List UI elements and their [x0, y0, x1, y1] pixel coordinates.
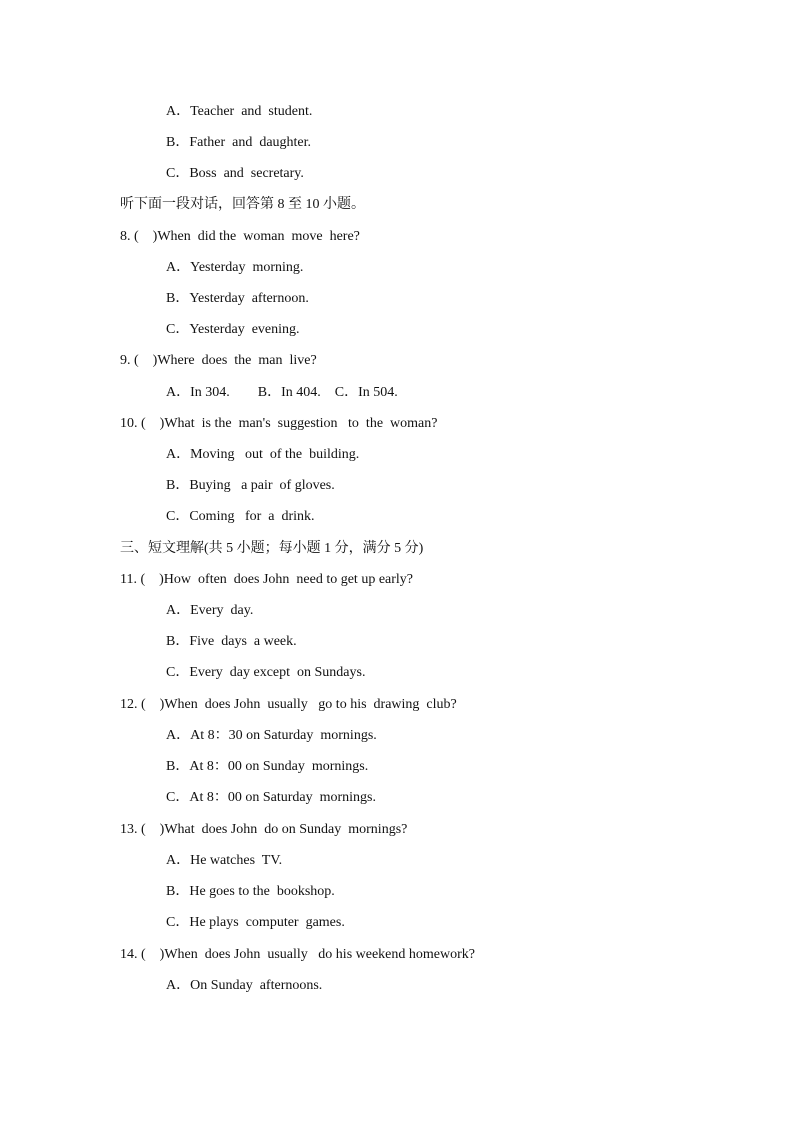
- question-10-option-a: A．Moving out of the building.: [166, 447, 360, 462]
- question-8-option-b: B．Yesterday afternoon.: [166, 291, 309, 306]
- question-12: 12. ( )When does John usually go to his drawing club?: [120, 697, 457, 712]
- question-8-option-a: A．Yesterday morning.: [166, 260, 304, 275]
- question-11: 11. ( )How often does John need to get up early?: [120, 572, 414, 587]
- question-13-option-c: C．He plays computer games.: [166, 915, 345, 930]
- question-10: 10. ( )What is the man's suggestion to the woman?: [120, 416, 438, 431]
- question-12-option-a: A．At 8：30 on Saturday mornings.: [166, 728, 377, 743]
- question-8: 8. ( )When did the woman move here?: [120, 229, 360, 244]
- question-13-option-a: A．He watches TV.: [166, 853, 283, 868]
- question-13: 13. ( )What does John do on Sunday mornings?: [120, 822, 408, 837]
- question-12-option-b: B．At 8：00 on Sunday mornings.: [166, 759, 369, 774]
- question-7-option-b: B．Father and daughter.: [166, 135, 312, 150]
- question-11-option-a: A．Every day.: [166, 603, 254, 618]
- question-12-option-c: C．At 8：00 on Saturday mornings.: [166, 790, 376, 805]
- question-9-options: A．In 304. B．In 404. C．In 504.: [166, 385, 398, 400]
- question-7-option-c: C．Boss and secretary.: [166, 166, 304, 181]
- question-13-option-b: B．He goes to the bookshop.: [166, 884, 335, 899]
- question-9: 9. ( )Where does the man live?: [120, 353, 317, 368]
- question-10-option-c: C．Coming for a drink.: [166, 509, 315, 524]
- question-7-option-a: A．Teacher and student.: [166, 104, 313, 119]
- listening-instruction: 听下面一段对话，回答第 8 至 10 小题。: [120, 197, 365, 212]
- question-14-option-a: A．On Sunday afternoons.: [166, 978, 323, 993]
- section-heading-reading: 三、短文理解(共 5 小题；每小题 1 分，满分 5 分): [120, 541, 424, 556]
- question-10-option-b: B．Buying a pair of gloves.: [166, 478, 335, 493]
- question-14: 14. ( )When does John usually do his weekend homework?: [120, 947, 475, 962]
- question-11-option-c: C．Every day except on Sundays.: [166, 665, 366, 680]
- question-8-option-c: C．Yesterday evening.: [166, 322, 300, 337]
- question-11-option-b: B．Five days a week.: [166, 634, 297, 649]
